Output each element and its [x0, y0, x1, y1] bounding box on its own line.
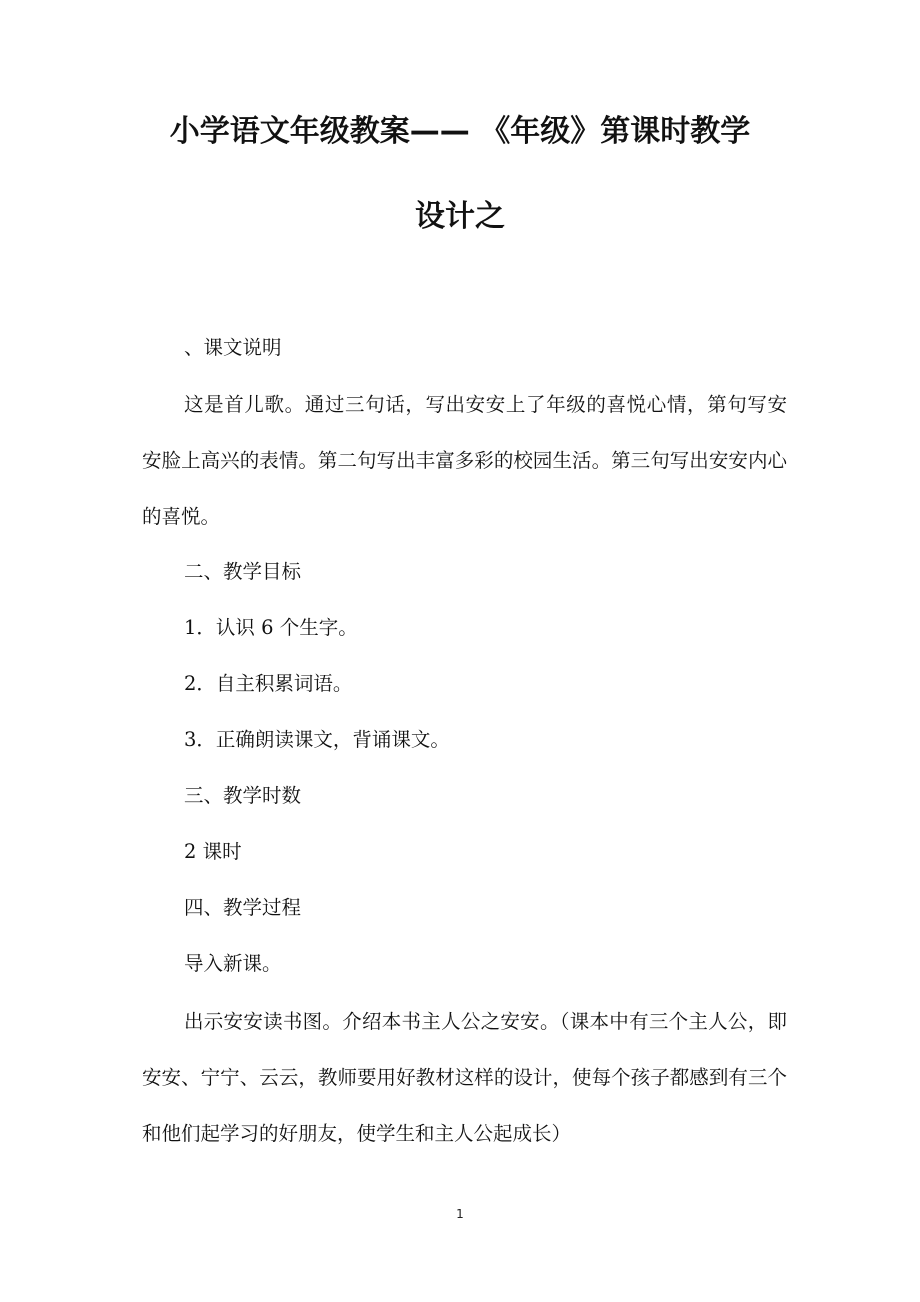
step-1-heading: 导入新课。 [184, 952, 282, 975]
teaching-hours: 2 课时 [184, 840, 242, 863]
document-title-line-1: 小学语文年级教案—— 《年级》第课时教学 [169, 114, 751, 149]
section-1-heading: 、课文说明 [184, 336, 282, 359]
section-2-heading: 二、教学目标 [184, 560, 302, 583]
step-1-paragraph: 出示安安读书图。介绍本书主人公之安安。（课本中有三个主人公，即安安、宁宁、云云，教师要用好教材这样的设计，使每个孩子都感到有三个和他们起学习的好朋友，使学生和主人公起成长） [142, 1010, 787, 1145]
goal-2: 2．自主积累词语。 [184, 672, 353, 695]
section-3-heading: 三、教学时数 [184, 784, 302, 807]
document-title-line-2: 设计之 [415, 199, 505, 234]
page-number: 1 [456, 1207, 464, 1221]
section-1-paragraph: 这是首儿歌。通过三句话，写出安安上了年级的喜悦心情，第句写安安脸上高兴的表情。第二句写出丰富多彩的校园生活。第三句写出安安内心的喜悦。 [142, 393, 787, 528]
section-4-heading: 四、教学过程 [184, 896, 302, 919]
goal-3: 3．正确朗读课文，背诵课文。 [184, 728, 450, 751]
goal-1: 1．认识 6 个生字。 [184, 616, 358, 639]
